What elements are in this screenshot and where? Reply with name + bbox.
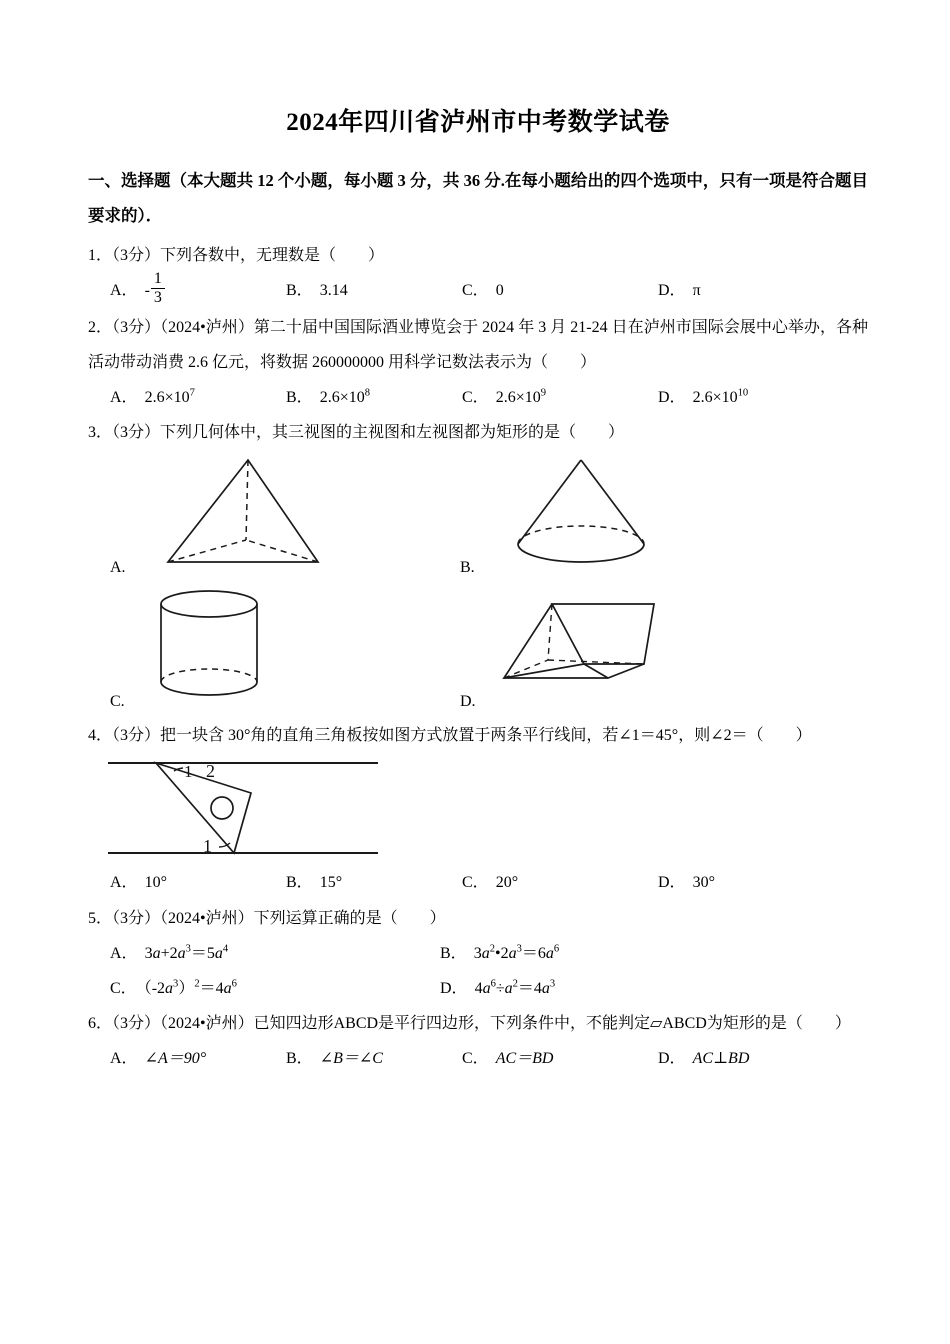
question-2-option-a[interactable]: A． $2.6\times 10^7$ <box>110 387 195 406</box>
question-6-option-a[interactable]: A． ∠A＝90° <box>110 1050 207 1068</box>
question-1-option-c[interactable]: C． 0 <box>462 282 504 300</box>
question-5 <box>88 901 868 1007</box>
expr-b: $3a^2•2a^3=6a^6$ <box>473 943 560 962</box>
question-6-option-b[interactable]: B． ∠B＝∠C <box>286 1050 383 1068</box>
question-5-options <box>88 936 868 1006</box>
question-3-figures <box>88 450 868 718</box>
question-1-option-a[interactable]: A． ‑ $\frac{1}{3}$ <box>110 273 286 309</box>
question-1-option-d[interactable]: D． π <box>658 282 701 300</box>
cylinder-icon <box>146 588 296 704</box>
question-3-stem: 3．（3分）下列几何体中，其三视图的主视图和左视图都为矩形的是（ ） <box>88 424 625 442</box>
question-3-option-b-label[interactable]: B. <box>460 559 475 577</box>
question-5-option-d[interactable]: D． $4a^6\div a^2=4a^3$ <box>440 978 556 998</box>
question-6-option-d[interactable]: D． AC⊥BD <box>658 1050 750 1068</box>
question-3-option-a-label[interactable]: A. <box>110 559 126 577</box>
question-2 <box>88 310 868 416</box>
question-4-stem: 4．（3分）把一块含 30°角的直角三角板按如图方式放置于两条平行线间，若∠1＝45°，则∠2＝（ ） <box>88 727 812 745</box>
question-5-option-b[interactable]: B． $3a^2•2a^3=6a^6$ <box>440 943 560 962</box>
question-6 <box>88 1006 868 1076</box>
question-6-option-c[interactable]: C． AC＝BD <box>462 1050 554 1068</box>
question-2-option-d[interactable]: D． $2.6\times 10^{10}$ <box>658 387 749 406</box>
parallel-lines-triangle-diagram <box>106 755 406 863</box>
expr-a: $3a+2a^3=5a^4$ <box>144 943 229 962</box>
question-3-option-d-label[interactable]: D. <box>460 693 476 711</box>
question-1-option-b[interactable]: B． 3.14 <box>286 282 348 300</box>
angle-label-lower-1: 1 <box>203 836 212 857</box>
expr-d: $4a^6\div a^2=4a^3$ <box>474 978 556 998</box>
question-3 <box>88 415 868 718</box>
question-5-option-a[interactable]: A． $3a+2a^3=5a^4$ <box>110 943 229 962</box>
question-1-stem: 1．（3分）下列各数中，无理数是（ ） <box>88 246 385 264</box>
expr-c: $(‑2a^3)^2=4a^6$ <box>143 978 237 998</box>
question-1 <box>88 238 868 310</box>
question-5-option-c[interactable]: C． $(‑2a^3)^2=4a^6$ <box>110 978 237 998</box>
question-4 <box>88 718 868 900</box>
question-3-option-c-label[interactable]: C. <box>110 693 125 711</box>
question-2-option-c[interactable]: C． $2.6\times 10^9$ <box>462 387 546 406</box>
question-2-options <box>88 380 868 415</box>
page-content <box>88 108 868 1077</box>
triangle-hole-icon <box>211 797 233 819</box>
oblique-prism-icon <box>496 592 676 702</box>
question-5-stem: 5．（3分）（2024•泸州）下列运算正确的是（ ） <box>88 909 446 927</box>
triangular-pyramid-icon <box>146 456 336 574</box>
question-4-option-d[interactable]: D． 30° <box>658 874 715 892</box>
angle-label-upper-1: 1 <box>184 762 193 782</box>
minus-sign: ‑ <box>144 281 150 299</box>
page-title: 2024年四川省泸州市中考数学试卷 <box>286 109 670 136</box>
question-4-options <box>88 865 868 900</box>
cone-icon <box>496 456 666 574</box>
question-2-option-b[interactable]: B． $2.6\times 10^8$ <box>286 387 370 406</box>
question-1-options <box>88 270 868 309</box>
question-4-option-c[interactable]: C． 20° <box>462 874 519 892</box>
question-6-stem: 6．（3分）（2024•泸州）已知四边形ABCD是平行四边形，下列条件中，不能判定▱ABCD为矩形的是（ ） <box>88 1015 851 1033</box>
angle-label-2: 2 <box>206 761 215 782</box>
question-4-figure <box>88 753 868 865</box>
question-6-options <box>88 1041 868 1076</box>
question-2-stem: 2．（3分）（2024•泸州）第二十届中国国际酒业博览会于 2024 年 3 月 21‑24 日在泸州市国际会展中心举办，各种活动带动消费 2.6 亿元，将数据 260000000 用科学记数法表示为（ ） <box>88 318 868 371</box>
fraction-one-third: $\frac{1}{3}$ <box>151 271 165 307</box>
question-4-option-a[interactable]: A． 10° <box>110 874 167 892</box>
section-heading: 一、选择题（本大题共 12 个小题，每小题 3 分，共 36 分.在每小题给出的四个选项中，只有一项是符合题目要求的）． <box>88 171 868 225</box>
question-4-option-b[interactable]: B． 15° <box>286 874 343 892</box>
